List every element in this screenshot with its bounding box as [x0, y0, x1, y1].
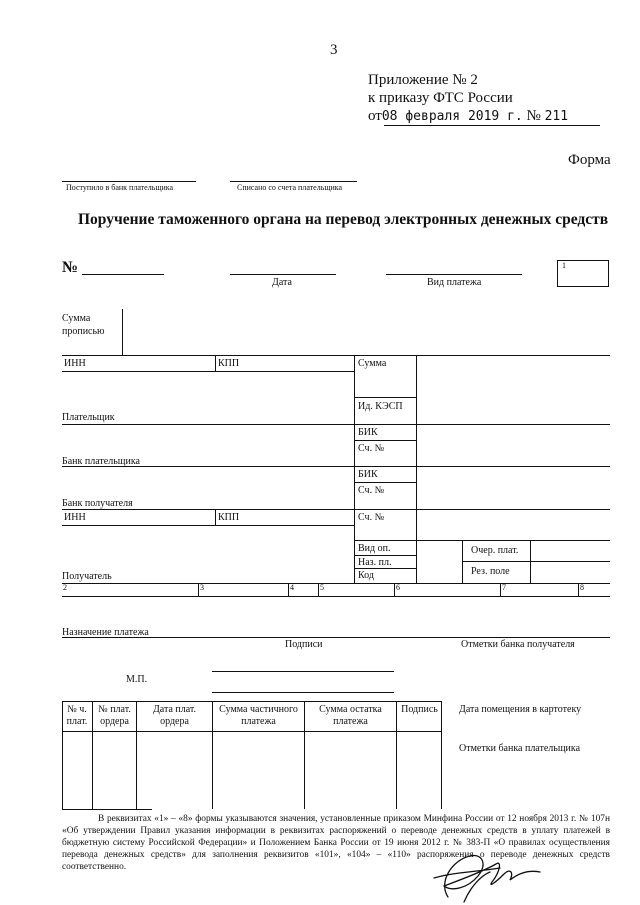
appendix-line-3	[368, 108, 568, 125]
table-header-order-number: № плат. ордера	[98, 704, 131, 727]
payer-account-label: Сч. №	[358, 443, 385, 454]
field-number-2: 2	[63, 583, 67, 592]
payee-bank-bottom-line	[62, 509, 610, 510]
card-index-date-label: Дата помещения в картотеку	[459, 704, 582, 715]
table-header-line	[62, 731, 442, 732]
op-type-bottom-line	[354, 555, 416, 556]
signature-line-2	[212, 692, 394, 693]
date-line	[230, 274, 336, 275]
table-header-order-date: Дата плат. ордера	[152, 704, 197, 727]
field-number-5: 5	[320, 583, 324, 592]
received-caption: Поступило в банк плательщика	[66, 183, 174, 192]
amount-words-label: Сумма прописью	[62, 313, 105, 337]
debited-caption: Списано со счета плательщика	[237, 183, 343, 192]
number-line	[82, 274, 164, 275]
payer-inn-line	[62, 371, 354, 372]
form-label: Форма	[568, 152, 611, 168]
stamp-label: М.П.	[126, 674, 148, 685]
appendix-date: 08 февраля 2019 г.	[381, 109, 523, 124]
account-bottom-line	[354, 540, 610, 541]
field-number-4: 4	[290, 583, 294, 592]
field-divider-3	[198, 583, 199, 596]
payee-inn-label: ИНН	[64, 512, 86, 523]
grid-top-line	[62, 355, 610, 356]
table-col-5	[396, 701, 397, 809]
field-number-8: 8	[580, 583, 584, 592]
date-caption: Дата	[272, 277, 292, 288]
table-header-part-number: № ч. плат.	[66, 704, 88, 727]
footnote-rule	[62, 809, 152, 810]
payee-bank-account-label: Сч. №	[358, 485, 385, 496]
signature-line-1	[212, 671, 394, 672]
op-type-label: Вид оп.	[358, 543, 391, 554]
field-number-6: 6	[396, 583, 400, 592]
purpose-label: Назначение платежа	[62, 627, 149, 638]
payee-inn-line	[62, 525, 354, 526]
payer-inn-label: ИНН	[64, 358, 86, 369]
field-divider-5	[318, 583, 319, 596]
document-title: Поручение таможенного органа на перевод электронных денежных средств	[78, 211, 609, 228]
field-divider-8	[578, 583, 579, 596]
signatures-label: Подписи	[285, 639, 323, 650]
inn-kpp-divider	[215, 355, 216, 371]
payment-type-line	[386, 274, 522, 275]
field-number-7: 7	[502, 583, 506, 592]
purpose-bottom-line	[62, 637, 610, 638]
payment-type-caption: Вид платежа	[427, 277, 482, 288]
field-divider-6	[394, 583, 395, 596]
handwritten-signature	[430, 842, 560, 904]
payer-bank-label: Банк плательщика	[62, 456, 140, 467]
payee-account-label: Сч. №	[358, 512, 385, 523]
purpose-code-label: Наз. пл.	[358, 557, 392, 568]
table-header-signature: Подпись	[401, 704, 438, 715]
queue-bottom-line	[462, 561, 610, 562]
payee-bik-bottom-line	[354, 482, 416, 483]
appendix-number: 211	[544, 109, 569, 124]
amount-words-divider	[122, 309, 123, 355]
payee-inn-kpp-divider	[215, 509, 216, 525]
page-number: 3	[330, 42, 338, 58]
payee-bank-label: Банк получателя	[62, 498, 133, 509]
field-1-code: 1	[562, 261, 566, 270]
payer-label: Плательщик	[62, 412, 115, 423]
payee-bik-label: БИК	[358, 469, 378, 480]
table-header-remaining-sum: Сумма остатка платежа	[319, 704, 382, 727]
received-line	[62, 181, 196, 182]
sum-bottom-line	[354, 397, 416, 398]
number-sign: №	[62, 259, 79, 276]
appendix-line-2: к приказу ФТС России	[368, 90, 513, 106]
code-label: Код	[358, 570, 374, 581]
payee-kpp-label: КПП	[218, 512, 240, 523]
appendix-number-prefix: №	[526, 108, 541, 124]
appendix-line-1: Приложение № 2	[368, 72, 478, 88]
field-divider-7	[500, 583, 501, 596]
payee-bank-marks-label: Отметки банка получателя	[461, 639, 575, 650]
grid-center-divider	[354, 355, 355, 583]
sum-label: Сумма	[358, 358, 387, 369]
bik-bottom-line	[354, 440, 416, 441]
field-divider-4	[288, 583, 289, 596]
payer-kpp-label: КПП	[218, 358, 240, 369]
payer-bank-marks-label: Отметки банка плательщика	[459, 743, 581, 754]
table-header-partial-sum: Сумма частичного платежа	[219, 704, 298, 727]
queue-label: Очер. плат.	[471, 545, 519, 556]
field-number-3: 3	[200, 583, 204, 592]
debited-line	[230, 181, 357, 182]
grid-value-divider	[416, 355, 417, 583]
appendix-date-prefix: от	[368, 108, 382, 124]
payer-bank-bottom-line	[62, 466, 610, 467]
footnote: В реквизитах «1» – «8» формы указываются значения, установленные приказом Минфина России от 12 ноября 2013 г. № 107н «Об утверждении Правил указания информации в реквизитах распоряжений о переводе денежных средств в уплату платежей в бюджетную систему Российской Федерации» и Положением Банка России от 19 июня 2012 г. № 383-П «О правилах осуществления перевода денежных средств» для заполнения реквизитов «101», «104» – «110» распоряжения о переводе денежных средств соответственно.	[62, 814, 610, 873]
payer-bottom-line	[62, 424, 610, 425]
grid-bottom-line	[62, 583, 610, 584]
payer-bik-label: БИК	[358, 427, 378, 438]
field-strip-bottom	[62, 596, 610, 597]
appendix-underline	[384, 125, 600, 126]
purpose-code-bottom-line	[354, 568, 416, 569]
id-kesp-label: Ид. КЭСП	[358, 401, 403, 412]
reserve-label: Рез. поле	[471, 566, 510, 577]
payee-label: Получатель	[62, 571, 112, 582]
